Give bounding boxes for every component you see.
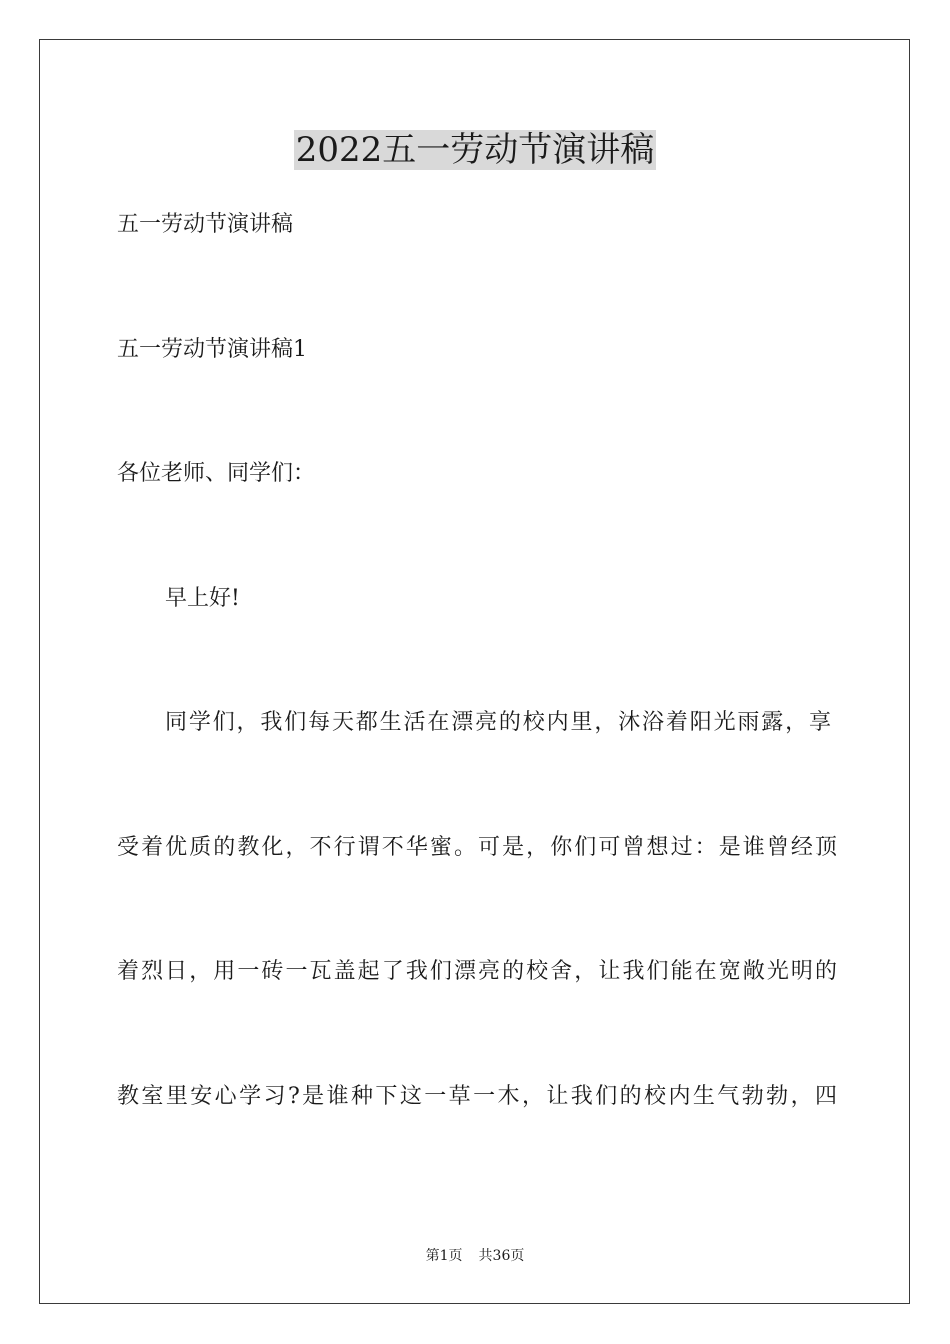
current-page-label: 第1页 <box>425 1248 463 1264</box>
total-pages-label: 共36页 <box>478 1248 525 1264</box>
paragraph-line: 早上好! <box>165 586 240 611</box>
paragraph-line: 着烈日，用一砖一瓦盖起了我们漂亮的校舍，让我们能在宽敞光明的 <box>117 959 837 984</box>
page-footer <box>0 1247 950 1265</box>
paragraph-line: 五一劳动节演讲稿1 <box>117 337 307 362</box>
document-title <box>0 128 950 172</box>
paragraph-line: 教室里安心学习?是谁种下这一草一木，让我们的校内生气勃勃，四 <box>117 1084 837 1109</box>
title-text: 2022五一劳动节演讲稿 <box>295 130 655 170</box>
paragraph-line: 受着优质的教化，不行谓不华蜜。可是，你们可曾想过：是谁曾经顶 <box>117 835 837 860</box>
paragraph-line: 同学们，我们每天都生活在漂亮的校内里，沐浴着阳光雨露，享 <box>165 710 831 735</box>
paragraph-line: 五一劳动节演讲稿 <box>117 212 294 237</box>
paragraph-line: 各位老师、同学们： <box>117 461 316 486</box>
